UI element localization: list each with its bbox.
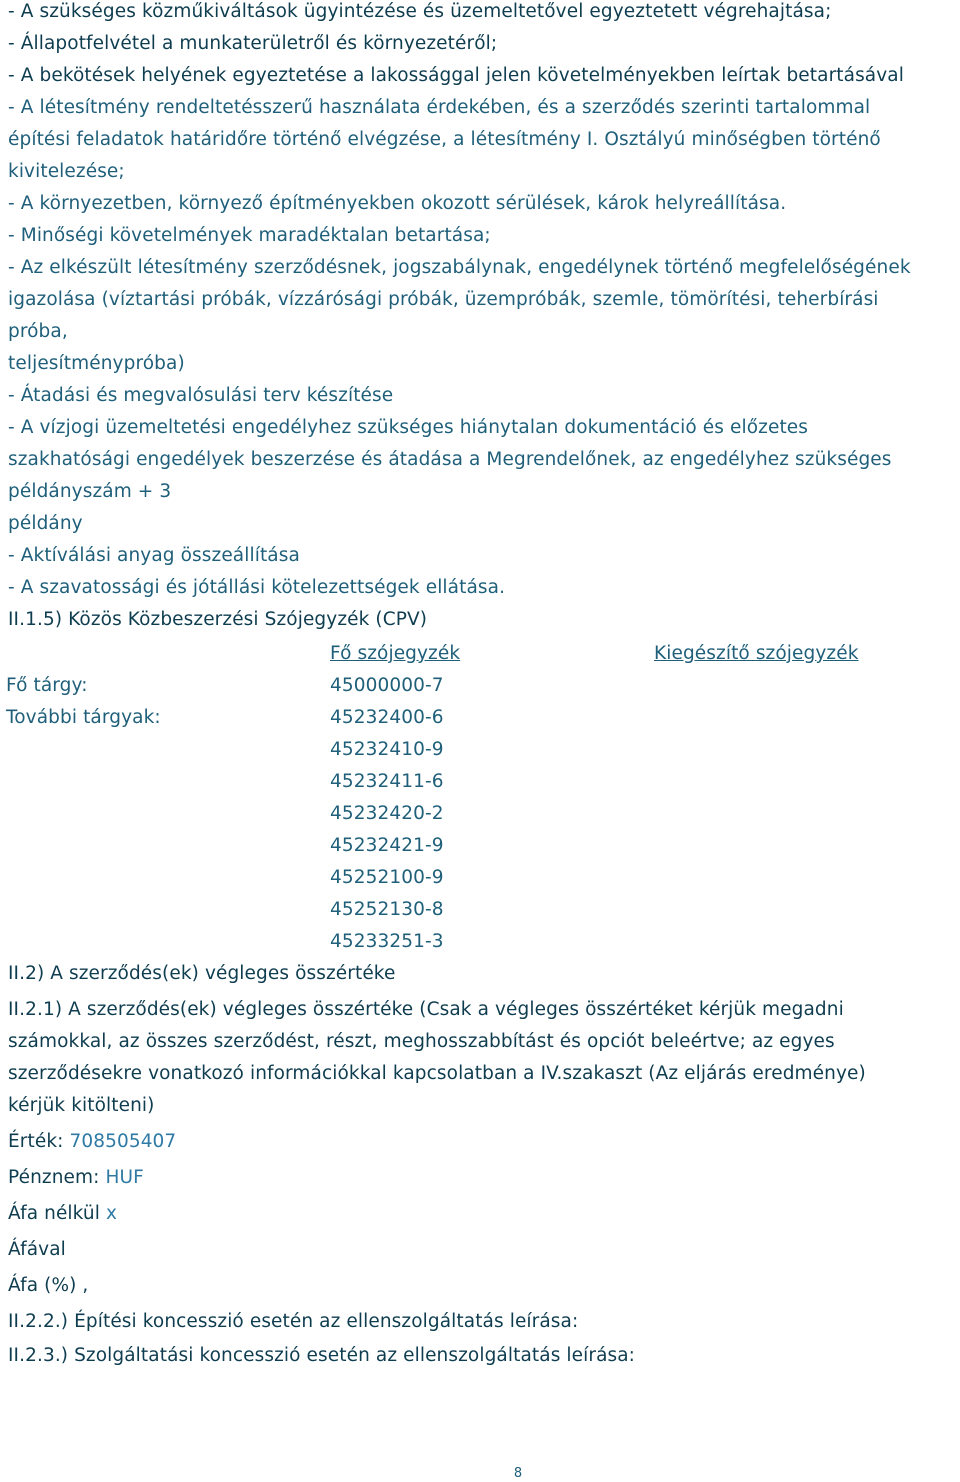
requirement-line: - A szükséges közműkiváltások ügyintézése és üzemeltetővel egyeztetett végrehajtása;: [8, 1, 832, 22]
cpv-supplementary-vocabulary-header: Kiegészítő szójegyzék: [654, 643, 859, 664]
requirement-line: - A bekötések helyének egyeztetése a lakossággal jelen követelményekben leírtak betartásával: [8, 65, 904, 86]
cpv-other-objects-label: További tárgyak:: [6, 707, 161, 728]
with-vat-label: Áfával: [8, 1239, 66, 1260]
requirement-line: építési feladatok határidőre történő elvégzése, a létesítmény I. Osztályú minőségben történő: [8, 129, 881, 150]
requirement-line: - Minőségi követelmények maradéktalan betartása;: [8, 225, 491, 246]
cpv-code: 45233251-3: [330, 931, 444, 952]
cpv-code: 45232400-6: [330, 707, 444, 728]
requirement-line: szakhatósági engedélyek beszerzése és átadása a Megrendelőnek, az engedélyhez szükséges: [8, 449, 892, 470]
value-amount: 708505407: [69, 1131, 177, 1152]
final-value-note-line: számokkal, az összes szerződést, részt, meghosszabbítást és opciót beleértve; az egyes: [8, 1031, 835, 1052]
no-vat-row: [8, 1202, 117, 1226]
value-row: [8, 1130, 176, 1154]
no-vat-label: Áfa nélkül: [8, 1203, 100, 1224]
requirement-line: teljesítménypróba): [8, 353, 185, 374]
cpv-main-object-label: Fő tárgy:: [6, 675, 88, 696]
final-value-heading: II.2) A szerződés(ek) végleges összértéke: [8, 963, 396, 984]
page-number: 8: [513, 1466, 523, 1481]
cpv-code: 45252100-9: [330, 867, 444, 888]
currency-value: HUF: [105, 1167, 144, 1188]
final-value-note-line: kérjük kitölteni): [8, 1095, 155, 1116]
no-vat-mark: x: [105, 1203, 118, 1224]
vat-percent-label: Áfa (%) ,: [8, 1275, 89, 1296]
cpv-code: 45232421-9: [330, 835, 444, 856]
requirement-line: példányszám + 3: [8, 481, 172, 502]
requirement-line: kivitelezése;: [8, 161, 125, 182]
cpv-code: 45232410-9: [330, 739, 444, 760]
final-value-note-line: szerződésekre vonatkozó információkkal kapcsolatban a IV.szakaszt (Az eljárás eredménye): [8, 1063, 866, 1084]
requirement-line: - Aktíválási anyag összeállítása: [8, 545, 300, 566]
requirement-line: próba,: [8, 321, 68, 342]
cpv-heading: II.1.5) Közös Közbeszerzési Szójegyzék (CPV): [8, 609, 428, 630]
requirement-line: - Állapotfelvétel a munkaterületről és környezetéről;: [8, 33, 498, 54]
requirement-line: - A szavatossági és jótállási kötelezettségek ellátása.: [8, 577, 506, 598]
requirement-line: - A környezetben, környező építményekben okozott sérülések, károk helyreállítása.: [8, 193, 787, 214]
works-concession-question: II.2.2.) Építési koncesszió esetén az ellenszolgáltatás leírása:: [8, 1311, 579, 1332]
cpv-main-vocabulary-header: Fő szójegyzék: [330, 643, 461, 664]
cpv-code: 45232420-2: [330, 803, 444, 824]
currency-label: Pénznem:: [8, 1167, 100, 1188]
requirement-line: - A létesítmény rendeltetésszerű használata érdekében, és a szerződés szerinti tartalommal: [8, 97, 871, 118]
requirement-line: - A vízjogi üzemeltetési engedélyhez szükséges hiánytalan dokumentáció és előzetes: [8, 417, 809, 438]
currency-row: [8, 1166, 144, 1190]
requirement-line: - Átadási és megvalósulási terv készítése: [8, 385, 394, 406]
service-concession-question: II.2.3.) Szolgáltatási koncesszió esetén az ellenszolgáltatás leírása:: [8, 1345, 636, 1366]
cpv-main-object-code: 45000000-7: [330, 675, 444, 696]
value-label: Érték:: [8, 1131, 64, 1152]
requirement-line: - Az elkészült létesítmény szerződésnek, jogszabálynak, engedélynek történő megfelelőségének: [8, 257, 911, 278]
requirement-line: igazolása (víztartási próbák, vízzárósági próbák, üzempróbák, szemle, tömörítési, teherbírási: [8, 289, 879, 310]
final-value-note-line: II.2.1) A szerződés(ek) végleges összértéke (Csak a végleges összértéket kérjük megadni: [8, 999, 844, 1020]
cpv-code: 45232411-6: [330, 771, 444, 792]
requirement-line: példány: [8, 513, 83, 534]
cpv-code: 45252130-8: [330, 899, 444, 920]
